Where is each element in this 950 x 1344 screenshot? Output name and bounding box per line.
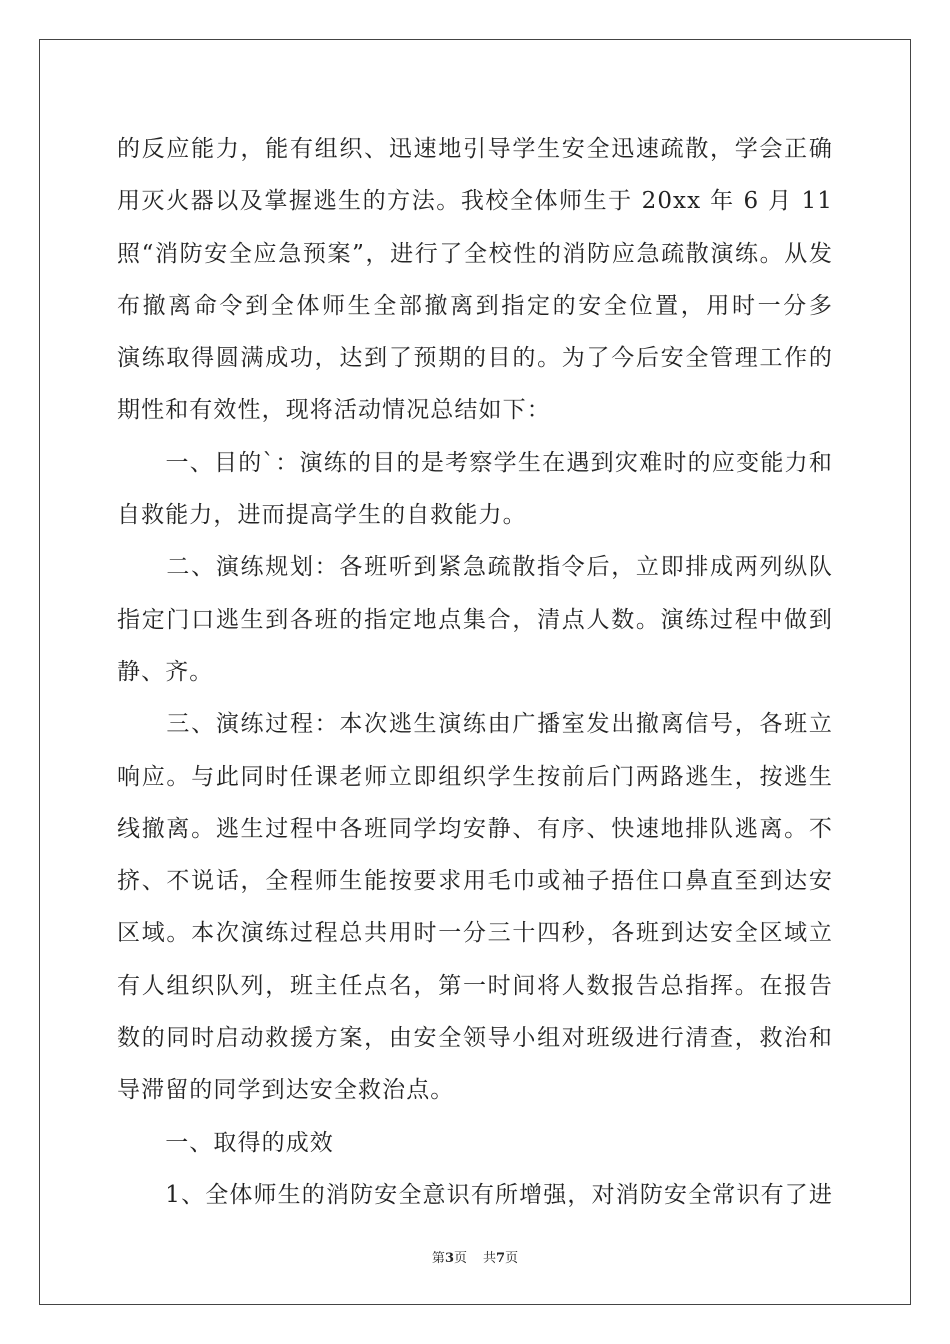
page-prefix: 第 [431,1251,445,1266]
text-line: 一、取得的成效 [117,1129,334,1156]
total-suffix: 页 [505,1251,519,1266]
text-line: 响应。与此同时任课老师立即组织学生按前后门两路逃生，按逃生 [117,763,833,790]
text-line: 布撤离命令到全体师生全部撤离到指定的安全位置，用时一分多 [117,292,833,319]
page-footer [0,1247,950,1266]
text-line: 指定门口逃生到各班的指定地点集合，清点人数。演练过程中做到 [117,606,833,633]
text-line: 静、齐。 [117,658,214,685]
document-body [117,123,833,1221]
text-line: 自救能力，进而提高学生的自救能力。 [117,502,527,529]
text-line: 区域。本次演练过程总共用时一分三十四秒，各班到达安全区域立 [117,920,833,947]
page-suffix: 页 [453,1251,467,1266]
text-line: 有人组织队列，班主任点名，第一时间将人数报告总指挥。在报告 [117,972,833,999]
text-line: 照“消防安全应急预案”，进行了全校性的消防应急疏散演练。从发 [117,240,833,267]
text-line: 用灭火器以及掌握逃生的方法。我校全体师生于 20xx 年 6 月 11 [117,188,833,215]
total-prefix: 共 [483,1251,497,1266]
text-line: 三、演练过程：本次逃生演练由广播室发出撤离信号，各班立 [166,711,833,738]
text-line: 期性和有效性，现将活动情况总结如下： [117,397,551,424]
text-line: 1、全体师生的消防安全意识有所增强，对消防安全常识有了进 [117,1181,833,1208]
text-line: 的反应能力，能有组织、迅速地引导学生安全迅速疏散，学会正确 [117,136,833,162]
text-line: 数的同时启动救援方案，由安全领导小组对班级进行清查，救治和 [117,1025,833,1052]
text-line: 导滞留的同学到达安全救治点。 [117,1077,455,1104]
text-line: 线撤离。逃生过程中各班同学均安静、有序、快速地排队逃离。不 [117,815,833,842]
page-current: 3 [444,1251,454,1266]
page-total: 7 [496,1251,506,1266]
text-line: 演练取得圆满成功，达到了预期的目的。为了今后安全管理工作的 [117,345,833,372]
text-line: 挤、不说话，全程师生能按要求用毛巾或袖子捂住口鼻直至到达安 [117,868,833,895]
text-line: 一、目的`：演练的目的是考察学生在遇到灾难时的应变能力和 [117,449,833,476]
text-line: 二、演练规划：各班听到紧急疏散指令后，立即排成两列纵队 [166,554,833,581]
